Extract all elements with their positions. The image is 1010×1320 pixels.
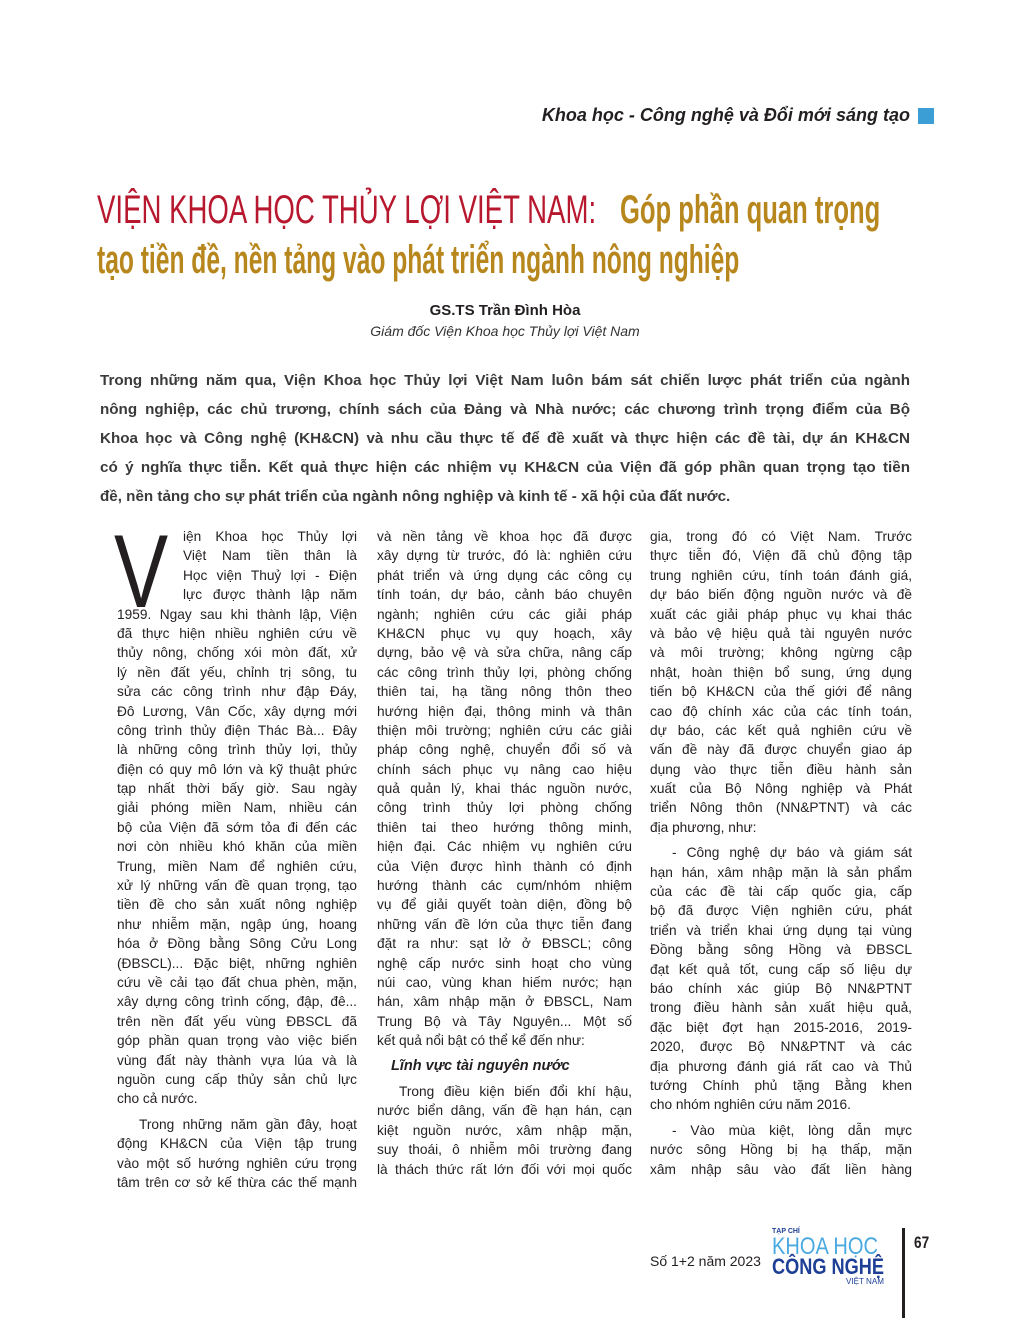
body-paragraph xyxy=(377,1082,632,1179)
text-line: vấn đề này đã được chuyển giao áp xyxy=(650,742,912,758)
text-line: tính toán, dự báo, cảnh báo chuyên xyxy=(377,587,632,603)
text-line: trong điều hành sản xuất hiệu quả, xyxy=(650,1000,912,1016)
text-line: 1959. Ngay sau khi thành lập, Viện xyxy=(117,606,357,622)
body-paragraph xyxy=(377,527,632,1051)
text-line: hướng thành các cụm/nhóm nhiệm xyxy=(377,878,632,894)
text-line: vụ để giải quyết toàn diện, đồng bộ xyxy=(377,897,632,913)
text-line: vào một số hướng nghiên cứu trọng xyxy=(117,1155,357,1171)
text-line: lý nền đất yếu, chỉnh trị sông, tu xyxy=(117,664,357,680)
section-marker-square xyxy=(918,108,934,124)
text-line: của các đề tài cấp quốc gia, cấp xyxy=(650,884,912,900)
text-line: đạt kết quả tốt, cung cấp số liệu dự xyxy=(650,961,912,977)
text-line: bộ của Viện đã sớm tỏa đi đến các xyxy=(117,819,357,835)
text-line: là những công trình thủy lợi, thủy xyxy=(117,742,357,758)
text-line: tướng Chính phủ tặng Bằng khen xyxy=(650,1077,912,1093)
text-line: thiện môi trường; nghiên cứu các giải xyxy=(377,722,632,738)
lead-line: đề, nền tảng cho sự phát triển của ngành nông nghiệp và kinh tế - xã hội của đất nước. xyxy=(100,488,731,505)
text-line: Trong những năm gần đây, hoạt xyxy=(139,1116,357,1132)
text-line: kiệt nguồn nước, xâm nhập mặn, xyxy=(377,1122,632,1138)
text-line: chính sách phục vụ nâng cao hiệu xyxy=(377,761,632,777)
author-affiliation: Giám đốc Viện Khoa học Thủy lợi Việt Nam xyxy=(370,323,640,339)
text-line: Học viện Thuỷ lợi - Điện xyxy=(183,567,357,583)
text-line: hạn hán, xâm nhập mặn là sản phẩm xyxy=(650,864,912,880)
text-line: sửa các công trình như đập Đáy, xyxy=(117,684,357,700)
text-line: xử lý những vấn đề quan trọng, tạo xyxy=(117,878,357,894)
text-line: nơi còn nhiều khó khăn của miền xyxy=(117,839,357,855)
lead-line: Khoa học và Công nghệ (KH&CN) và nhu cầu thực tế để đề xuất và thực hiện các đề tài, dự án KH&CN xyxy=(100,430,910,447)
text-line: động KH&CN của Viện tập trung xyxy=(117,1136,357,1152)
title-headline-line2: tạo tiền đề, nền tảng vào phát triển ngành nông nghiệp xyxy=(97,238,740,282)
body-paragraph xyxy=(117,527,357,1109)
text-line: bộ đã được Viện nghiên cứu, phát xyxy=(650,903,912,919)
footer-divider xyxy=(902,1228,905,1318)
section-header: Khoa học - Công nghệ và Đổi mới sáng tạo xyxy=(541,105,910,125)
text-line: nước sông Hồng bị hạ thấp, mặn xyxy=(650,1142,912,1158)
text-line: vùng đất này thành vựa lúa và là xyxy=(117,1052,357,1068)
text-line: Việt Nam tiền thân là xyxy=(183,548,357,564)
logo-line3: VIỆT NAM xyxy=(846,1277,885,1286)
text-line: công trình thủy lợi phòng chống xyxy=(377,800,632,816)
lead-line: Trong những năm qua, Viện Khoa học Thủy lợi Việt Nam luôn bám sát chiến lược phát triển của ngành xyxy=(100,372,910,389)
title-headline-line1: Góp phần quan trọng xyxy=(620,188,881,232)
text-line: nhật, hoàn thiện bổ sung, ứng dụng xyxy=(650,664,912,680)
lead-line: nông nghiệp, các chủ trương, chính sách của Đảng và Nhà nước; các chương trình trọng điểm của Bộ xyxy=(100,401,910,418)
text-line: xâm nhập sâu vào đất liền hàng xyxy=(650,1161,912,1177)
body-column-3 xyxy=(650,527,912,1185)
text-line: triển Nông thôn (NN&PTNT) và các xyxy=(650,800,912,816)
text-line: là thách thức rất lớn đối với mọi quốc xyxy=(377,1161,632,1177)
text-line: tạp nhất thời bấy giờ. Sau ngày xyxy=(117,781,357,797)
text-line: quả quản lý, khai thác nguồn nước, xyxy=(377,781,632,797)
text-line: hán, xâm nhập mặn ở ĐBSCL, Nam xyxy=(377,994,632,1010)
text-line: xuất các giải pháp phục vụ khai thác xyxy=(650,606,912,622)
text-line: nghệ cấp nước sinh hoạt cho vùng xyxy=(377,955,632,971)
body-paragraph xyxy=(650,527,912,837)
text-line: dự báo biến động nguồn nước và đề xyxy=(650,587,912,603)
text-line: pháp công nghệ, chuyển đổi số và xyxy=(377,742,632,758)
text-line: thực tiễn đó, Viện đã chủ động tập xyxy=(650,548,912,564)
text-line: trên nền đất yếu vùng ĐBSCL đã xyxy=(117,1013,357,1029)
text-line: suy thoái, ô nhiễm môi trường đang xyxy=(377,1142,632,1158)
text-line: cao độ chính xác của các tính toán, xyxy=(650,703,912,719)
text-line: hiện đại. Các nhiệm vụ nghiên cứu xyxy=(377,839,632,855)
text-line: lực được thành lập năm xyxy=(183,587,357,603)
body-column-1 xyxy=(117,527,357,1198)
body-paragraph xyxy=(117,1115,357,1193)
text-line: những vấn đề lớn của thực tiễn đang xyxy=(377,916,632,932)
text-line: tâm trên cơ sở kế thừa các thế mạnh xyxy=(117,1174,357,1190)
text-line: xây dựng từ trước, đó là: nghiên cứu xyxy=(377,548,632,564)
text-line: hướng hiện đại, thông minh và thân xyxy=(377,703,632,719)
text-line: của Viện được hình thành có định xyxy=(377,858,632,874)
text-line: công trình thủy điện Thác Bà... Đây xyxy=(117,722,357,738)
text-line: thủy nông, chống xói mòn đất, xử xyxy=(117,645,357,661)
text-line: tiền đề cho sản xuất nông nghiệp xyxy=(117,897,357,913)
text-line: triển và triển khai ứng dụng tại vùng xyxy=(650,922,912,938)
body-column-2 xyxy=(377,527,632,1185)
logo-line1: KHOA HỌC xyxy=(772,1233,878,1260)
logo-line2: CÔNG NGHỆ xyxy=(772,1254,884,1279)
text-line: Đồng bằng sông Hồng và ĐBSCL xyxy=(650,942,912,958)
text-line: trung nghiên cứu, tính toán đánh giá, xyxy=(650,567,912,583)
text-line: 2020, được Bộ NN&PTNT và các xyxy=(650,1039,912,1055)
text-line: KH&CN phục vụ quy hoạch, xây xyxy=(377,625,632,641)
text-line: địa phương đánh giá rất cao và Thủ xyxy=(650,1058,912,1074)
text-line: xuất của Bộ Nông nghiệp và Phát xyxy=(650,781,912,797)
text-line: iện Khoa học Thủy lợi xyxy=(183,529,357,544)
text-line: đặt ra như: sạt lở ở ĐBSCL; công xyxy=(377,936,632,952)
text-line: điện có quy mô lớn và kỹ thuật phức xyxy=(117,761,357,777)
text-line: ngành; nghiên cứu các giải pháp xyxy=(377,606,632,622)
text-line: - Công nghệ dự báo và giám sát xyxy=(672,845,912,861)
author-name: GS.TS Trần Đình Hòa xyxy=(429,302,581,319)
text-line: thiên tai, hạ tầng nông thôn theo xyxy=(377,684,632,700)
text-line: gia, trong đó có Việt Nam. Trước xyxy=(650,529,912,544)
text-line: và nền tảng về khoa học đã được xyxy=(377,529,632,544)
body-paragraph xyxy=(650,1121,912,1179)
text-line: tiến bộ KH&CN của thế giới để nâng xyxy=(650,684,912,700)
text-line: - Vào mùa kiệt, lòng dẫn mực xyxy=(672,1122,912,1138)
text-line: góp phần quan trọng vào việc biến xyxy=(117,1033,357,1049)
text-line: Trung Bộ và Tây Nguyên... Một số xyxy=(377,1013,632,1029)
text-line: đặc biệt đợt hạn 2015-2016, 2019- xyxy=(650,1019,912,1035)
page-number: 67 xyxy=(914,1233,930,1252)
text-line: cứu về cải tạo đất chua phèn, mặn, xyxy=(117,974,357,990)
text-line: xây dựng công trình cống, đập, đê... xyxy=(117,994,357,1010)
text-line: địa phương, như: xyxy=(650,819,757,835)
text-line: Đô Lương, Vân Cốc, xây dựng mới xyxy=(117,703,357,719)
logo-top-text: TẠP CHÍ xyxy=(772,1228,800,1235)
text-line: giải phóng miền Nam, nhiều cán xyxy=(117,800,357,816)
section-subheading: Lĩnh vực tài nguyên nước xyxy=(391,1057,570,1074)
magazine-logo xyxy=(770,1224,892,1286)
text-line: hóa ở Đồng bằng Sông Cửu Long xyxy=(117,936,357,952)
title-institution: VIỆN KHOA HỌC THỦY LỢI VIỆT NAM: xyxy=(97,188,597,232)
text-line: kết quả nổi bật có thể kể đến như: xyxy=(377,1033,585,1049)
text-line: dựng, bảo vệ và sửa chữa, nâng cấp xyxy=(377,645,632,661)
drop-cap: V xyxy=(114,514,169,630)
text-line: thiên tai theo hướng thông minh, xyxy=(377,819,632,835)
issue-label: Số 1+2 năm 2023 xyxy=(650,1253,761,1269)
text-line: và môi trường; không ngừng cập xyxy=(650,645,912,661)
text-line: đã thực hiện nhiều nghiên cứu về xyxy=(117,625,357,641)
text-line: báo chính xác giúp Bộ NN&PTNT xyxy=(650,980,912,996)
text-line: như nhiễm mặn, ngập úng, hoang xyxy=(117,916,357,932)
text-line: núi cao, vùng khan hiếm nước; hạn xyxy=(377,974,632,990)
text-line: phát triển và ứng dụng các công cụ xyxy=(377,567,632,583)
text-line: nước biển dâng, vấn đề hạn hán, cạn xyxy=(377,1103,632,1119)
text-line: dự báo, các kết quả nghiên cứu về xyxy=(650,722,912,738)
article-lead xyxy=(100,366,910,511)
text-line: và bảo vệ hiệu quả tài nguyên nước xyxy=(650,625,912,641)
text-line: các công trình thủy lợi, phòng chống xyxy=(377,664,632,680)
lead-line: có ý nghĩa thực tiễn. Kết quả thực hiện các nhiệm vụ KH&CN của Viện đã góp phần quan trọng tạo tiền xyxy=(100,459,910,476)
text-line: nguồn cung cấp thủy sản chủ lực xyxy=(117,1071,357,1087)
text-line: (ĐBSCL)... Đặc biệt, những nghiên xyxy=(117,955,357,971)
text-line: cho nhóm nghiên cứu năm 2016. xyxy=(650,1097,851,1113)
text-line: dụng vào thực tiễn điều hành sản xyxy=(650,761,912,777)
text-line: Trong điều kiện biến đổi khí hậu, xyxy=(399,1083,632,1099)
text-line: Trung, miền Nam để nghiên cứu, xyxy=(117,858,357,874)
text-line: cho cả nước. xyxy=(117,1091,198,1107)
body-paragraph xyxy=(650,843,912,1114)
